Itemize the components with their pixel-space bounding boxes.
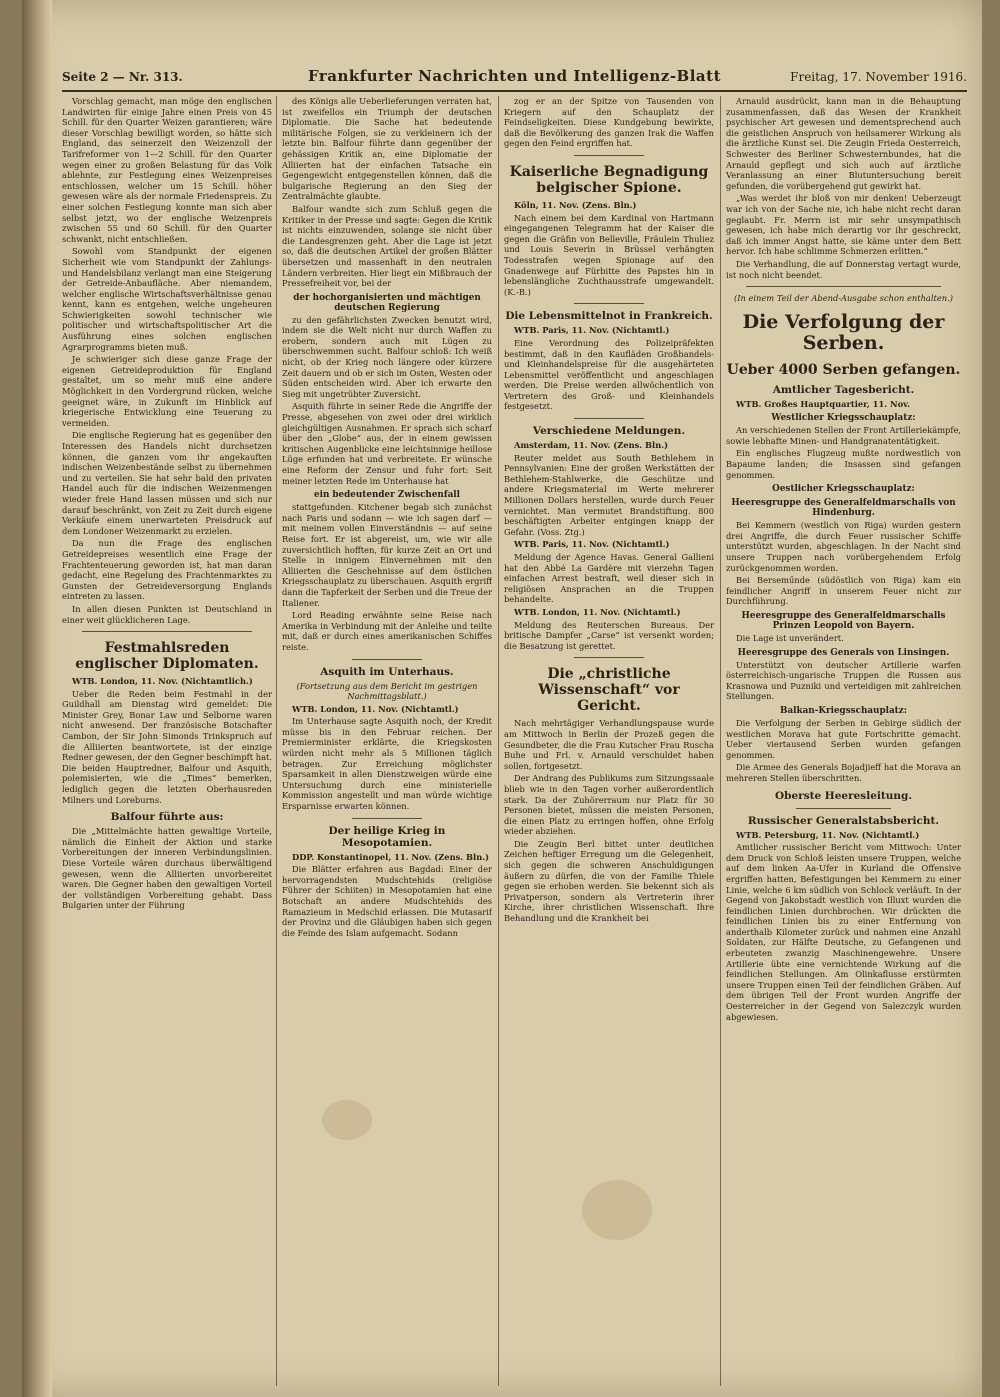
headline-verschiedene: Verschiedene Meldungen.	[532, 425, 686, 438]
subheading-linsingen: Heeresgruppe des Generals von Linsingen.	[737, 647, 950, 658]
paragraph: Da nun die Frage des englischen Getreidepreises wesentlich eine Frage der Frachtenteuerung geworden ist, hat man daran gedacht, eine Regelung des Frachtenmarktes zu Gunsten der Getreideversorgung Englands eintreten zu lassen.	[62, 538, 272, 602]
dateline: WTB. Großes Hauptquartier, 11. Nov.	[736, 398, 910, 409]
column-1	[62, 96, 272, 1386]
paragraph: Meldung der Agence Havas. General Gallieni hat den Abbé La Gardère mit vierzehn Tagen einfachen Arrest bestraft, weil dieser sich in religiösen Ansprachen an die Truppen behandelte.	[504, 552, 714, 605]
column-2	[282, 96, 492, 1386]
paragraph: Arnauld ausdrückt, kann man in die Behauptung zusammenfassen, daß das Wesen der Krankheit psychischer Art gewesen und dementsprechend auch die geistlichen Anspruch von heilsamerer Wirkung als die ärztliche Kunst sei. Die Zeugin Frieda Oesterreich, Schwester des Berliner Schwesternbundes, hat die Arnauld gepflegt und sich auch auf ärztliche Veranlassung an einer Blutuntersuchung bereit gefunden, die vorübergehend gut gewirkt hat.	[726, 96, 961, 191]
paragraph: Die Blätter erfahren aus Bagdad: Einer der hervorragendsten Mudschtehids (religiöse Führer der Schiiten) in Mesopotamien hat eine Botschaft an andere Mudschtehids des Ramazieum in Medschid erlassen. Die Mutasarif der Provinz und die Gläubigen haben sich gegen die Feinde des Islam aufgemacht. Sodann	[282, 864, 492, 938]
dateline: WTB. Petersburg, 11. Nov. (Nichtamtl.)	[736, 829, 920, 840]
headline-begnadigung: Kaiserliche Begnadigung belgischer Spione.	[509, 163, 709, 196]
subheading: der hochorganisierten und mächtigen deutschen Regierung	[293, 292, 481, 313]
paragraph: In allen diesen Punkten ist Deutschland in einer weit glücklicheren Lage.	[62, 603, 272, 625]
masthead	[62, 64, 967, 92]
divider	[574, 657, 644, 658]
paragraph: Balfour wandte sich zum Schluß gegen die Kritiker in der Presse und sagte: Gegen die Kritik ist nichts einzuwenden, solange sie nicht über die Landesgrenzen geht. Aber die Lage ist jetzt so, daß die deutschen Artikel der großen Blätter übersetzen und massenhaft in den neutralen Ländern verbreiten. Hier liegt ein Mißbrauch der Pressefreiheit vor, bei der	[282, 203, 492, 289]
paragraph: Lord Reading erwähnte seine Reise nach Amerika in Verbindung mit der Anleihe und teilte mit, daß er durch eines amerikanischen Schiffes reiste.	[282, 610, 492, 652]
divider	[82, 631, 252, 632]
page-number: Seite 2 — Nr. 313.	[62, 70, 183, 84]
dateline: WTB. London, 11. Nov. (Nichtamtl.)	[292, 703, 459, 714]
paragraph: zog er an der Spitze von Tausenden von Kriegern auf den Schauplatz der Feindseligkeiten. Diese Kundgebung bewirkte, daß die Bevölkerung des ganzen Irak die Waffen gegen den Feind ergriffen hat.	[504, 96, 714, 149]
column-rule	[498, 96, 499, 1386]
paragraph: Eine Verordnung des Polizeipräfekten bestimmt, daß in den Kaufläden Großhandels- und Kleinhandelspreise für die ausgehärteten Lebensmittel veröffentlicht und angeschlagen werden. Die Preise werden allwöchentlich von Vertretern des Groß- und Kleinhandels festgesetzt.	[504, 337, 714, 412]
paragraph: Nach einem bei dem Kardinal von Hartmann eingegangenen Telegramm hat der Kaiser die gegen die Gräfin von Belleville, Fräulein Thuliez und Louis Severin in Brüssel verhängten Todesstrafen wegen Spionage auf den Gnadenwege auf Fürbitte des Papstes hin in lebenslängliche Zuchthausstrafe umgewandelt. (K.-B.)	[504, 212, 714, 297]
paragraph: Die „Mittelmächte hatten gewaltige Vorteile, nämlich die Einheit der Aktion und starke Vorbereitungen der inneren Verbindungslinien. Diese Vorteile wären durchaus überwältigend gewesen, wenn die Alliierten unvorbereitet waren. Die Gegner haben den gewaltigen Vorteil der vollständigen Vorbereitung gehabt. Dass Bulgarien unter der Führung	[62, 826, 272, 911]
paragraph: Amtlicher russischer Bericht vom Mittwoch: Unter dem Druck von Schloß leisten unsere Truppen, welche auf dem linken Aa-Ufer in Kurland die Offensive ergriffen hatten, Befestigungen bei Kemmern zu einer Linie, welche 6 km südlich von Schlock verläuft. In der Gegend von Jakobstadt westlich von Illuxt wurden die feindlichen Linien durchbrochen. Wir drückten die feindlichen Linien bis zu einer Entfernung von anderthalb Kilometer zurück und nahmen eine Anzahl Soldaten, zur Hälfte Deutsche, zu Gefangenen und erbeuteten zwanzig Maschinengewehre. Unsere Artillerie übte eine vernichtende Wirkung auf die feindlichen Stellungen. Am Olinkaflusse erstürmten unsere Truppen einen Teil der feindlichen Gräben. Auf dem übrigen Teil der Front wurden Angriffe der Oesterreicher in der Gegend von Salezczyk wurden abgewiesen.	[726, 842, 961, 1022]
paragraph: Meldung des Reuterschen Bureaus. Der britische Dampfer „Carse“ ist versenkt worden; die Besatzung ist gerettet.	[504, 619, 714, 651]
dateline: WTB. London, 11. Nov. (Nichtamtl.)	[514, 606, 681, 617]
headline-verfolgung-serben: Die Verfolgung der Serben.	[742, 310, 945, 354]
headline-russischer-bericht: Russischer Generalstabsbericht.	[747, 814, 940, 827]
dateline: DDP. Konstantinopel, 11. Nov. (Zens. Bln.)	[292, 851, 490, 862]
column-4	[726, 96, 961, 1386]
column-rule	[276, 96, 277, 1386]
newspaper-page	[22, 0, 982, 1397]
edition-note: (In einem Teil der Abend-Ausgabe schon enthalten.)	[734, 293, 953, 304]
paragraph: Die englische Regierung hat es gegenüber den Interessen des Handels nicht durchsetzen können, die ganzen vom ihr angekauften indischen Weizenbestände selbst zu übernehmen und zu verteilen. Sie hat sehr bald den privaten Handel auch für die indischen Weizenmengen wieder freie Hand lassen müssen und sich nur darauf beschränkt, von Zeit zu Zeit durch eigene Verkäufe einem unerwarteten Preisdruck auf dem Londoner Weizenmarkt zu erzielen.	[62, 430, 272, 536]
paragraph: Unterstützt von deutscher Artillerie warfen österreichisch-ungarische Truppen die Russen aus Krasnowa und Puzniki und verteidigen mit zahlreichen Stellungen.	[726, 659, 961, 702]
divider	[574, 303, 644, 304]
headline-festmahlsreden: Festmahlsreden englischer Diplomaten.	[75, 640, 259, 673]
dateline: Köln, 11. Nov. (Zens. Bln.)	[514, 199, 637, 210]
divider	[796, 808, 891, 809]
paragraph: des Königs alle Ueberlieferungen verraten hat, ist zweifellos ein Triumph der deutschen Diplomatie. Die Sache hat bedeutende militärische Folgen, sie zu verkleinern ich der letzte bin. Balfour führte dann gegenüber der gehässigen Kritik an, eine Diplomatie der Alliierten hat der einfachen Tatsache ein Gegengewicht entgegenstellen können, daß die bulgarische Regierung an den Sieg der Zentralmächte glaubte.	[282, 96, 492, 202]
paragraph: Die Verfolgung der Serben in Gebirge südlich der westlichen Morava hat gute Fortschritte gemacht. Ueber viertausend Serben wurden gefangen genommen.	[726, 717, 961, 760]
paragraph: Bei Kemmern (westlich von Riga) wurden gestern drei Angriffe, die durch Feuer russischer Schiffe unterstützt wurden, abgeschlagen. In der Nacht sind unsere Truppen nach vorübergehendem Erfolg zurückgenommen worden.	[726, 520, 961, 573]
dateline: WTB. London, 11. Nov. (Nichtamtlich.)	[72, 676, 253, 687]
paragraph: Sowohl vom Standpunkt der eigenen Sicherheit wie vom Standpunkt der Zahlungs- und Handelsbilanz verlangt man eine Steigerung der Getreide-Anbaufläche. Aber niemandem, welcher englische Wirtschaftsverhältnisse genau kennt, kann es entgehen, welche ungeheuren Schwierigkeiten sowohl technischer wie politischer und wirtschaftspolitischer Art die Ausführung eines solchen englischen Agrarprogramms bieten muß.	[62, 246, 272, 352]
paragraph: Die Armee des Generals Bojadjieff hat die Morava an mehreren Stellen überschritten.	[726, 762, 961, 783]
headline-lebensmittelnot: Die Lebensmittelnot in Frankreich.	[505, 310, 713, 323]
paragraph: „Was werdet ihr bloß von mir denken! Ueberzeugt war ich von der Sache nie, ich habe nicht recht daran geglaubt. Fr. Merrn ist mir sehr unsympathisch gewesen, ich habe mich derartig vor ihr geschreckt, daß ich immer Angst hatte, sie käme unter dem Bett hervor. Ich habe schlimme Schmerzen erlitten.“	[726, 193, 961, 257]
paragraph: Bei Berseműnde (südöstlich von Riga) kam ein feindlicher Angriff in unserem Feuer nicht zur Durchführung.	[726, 575, 961, 607]
paragraph: Reuter meldet aus South Bethlehem in Pennsylvanien: Eine der großen Werkstätten der Bethlehem-Stahlwerke, die Geschütze und andere Kriegsmaterial im Werte mehrerer Millionen Dollars herstellen, wurde durch Feuer vernichtet. Man vermutet Brandstiftung. 800 beschäftigten Arbeiter entgingen knapp der Gefahr. (Voss. Ztg.)	[504, 452, 714, 537]
divider	[352, 818, 422, 819]
divider	[352, 659, 422, 660]
paragraph: Nach mehrtägiger Verhandlungspause wurde am Mittwoch in Berlin der Prozeß gegen die Gesundbeter, die die Frau Kutscher Frau Ruscha Buhe und Frl. v. Arnauld verschuldet haben sollen, fortgesetzt.	[504, 718, 714, 771]
subheading: ein bedeutender Zwischenfall	[314, 490, 460, 501]
subheading-west: Westlicher Kriegsschauplatz:	[771, 413, 916, 424]
paragraph: stattgefunden. Kitchener begab sich zunächst nach Paris und sodann — wie ich sagen darf — mit meinem vollen Einverständnis — auf seine Reise fort. Er ist abgereist, um, wie wir alle zuversichtlich hofften, für kurze Zeit an Ort und Stelle in innigem Einvernehmen mit den Alliierten die Geschehnisse auf dem östlichen Kriegsschauplatz zu überschauen. Asquith ergriff dann die Tapferkeit der Serben und die Treue der Italiener.	[282, 502, 492, 608]
divider	[574, 418, 644, 419]
divider	[574, 155, 644, 156]
column-3	[504, 96, 714, 1386]
paragraph: Ueber die Reden beim Festmahl in der Guildhall am Dienstag wird gemeldet: Die Minister Grey, Bonar Law und Selborne waren nicht anwesend. Der französische Botschafter Cambon, der Sir John Simonds Trinkspruch auf die Alliierten beantwortete, ist der einzige Redner gewesen, der den Gegner beschimpft hat. Die beiden Hauptredner, Balfour und Asquith, polemisierten, wie die „Times“ bemerken, lediglich gegen die letzten Oberhausreden Milners und Loreburns.	[62, 688, 272, 805]
subheading-balfour: Balfour führte aus:	[110, 811, 224, 824]
paragraph: Ein englisches Flugzeug mußte nordwestlich von Bapaume landen; die Insassen sind gefangen genommen.	[726, 448, 961, 480]
signature-heeresleitung: Oberste Heeresleitung.	[775, 789, 912, 802]
dateline: WTB. Paris, 11. Nov. (Nichtamtl.)	[514, 325, 670, 336]
headline-asquith: Asquith im Unterhaus.	[320, 665, 454, 678]
subheading-ost: Oestlicher Kriegsschauplatz:	[772, 484, 915, 495]
paragraph: Die Lage ist unverändert.	[736, 633, 844, 643]
headline-heiliger-krieg: Der heilige Krieg in Mesopotamien.	[328, 824, 446, 849]
paragraph: zu den gefährlichsten Zwecken benutzt wird, indem sie die Welt nicht nur durch Waffen zu erobern, sondern auch mit Lügen zu überschwemmen sucht. Balfour schloß: Ich weiß nicht, ob der Krieg noch längere oder kürzere Zeit dauern und ob er sich im Osten, Westen oder Süden entscheiden wird. Aber ich erwarte den Sieg mit ungetrübter Zuversicht.	[282, 314, 492, 399]
dateline: Amsterdam, 11. Nov. (Zens. Bln.)	[514, 440, 669, 451]
paragraph: Je schwieriger sich diese ganze Frage der eigenen Getreideproduktion für England gestaltet, um so mehr muß eine andere Möglichkeit in den Vordergrund rücken, welche geeignet wäre, in Zukunft im Hinblick auf kriegerische Entwicklung eine Teuerung zu vermeiden.	[62, 354, 272, 428]
divider	[746, 286, 941, 287]
article-columns	[62, 96, 967, 1386]
page-binding	[22, 0, 52, 1397]
subheading-tagesbericht: Amtlicher Tagesbericht.	[772, 383, 915, 396]
dateline: WTB. Paris, 11. Nov. (Nichtamtl.)	[514, 539, 670, 550]
column-rule	[720, 96, 721, 1386]
subheading-balkan: Balkan-Kriegsschauplatz:	[780, 705, 907, 716]
subheading-leopold: Heeresgruppe des Generalfeldmarschalls Prinzen Leopold von Bayern.	[741, 611, 946, 631]
issue-date: Freitag, 17. November 1916.	[790, 70, 967, 84]
newspaper-title: Frankfurter Nachrichten und Intelligenz-Blatt	[307, 67, 722, 85]
paragraph: Im Unterhause sagte Asquith noch, der Kredit müsse bis in den Februar reichen. Der Premierminister erklärte, die Kriegskosten würden nicht mehr als 5 Millionen täglich betragen. Zur Erreichung möglichster Sparsamkeit in allen Dienstzweigen würde eine Untersuchung durch eine ministerielle Kommission angestellt und man würde wichtige Ersparnisse erwarten können.	[282, 716, 492, 812]
paragraph: Die Zeugin Berl bittet unter deutlichen Zeichen heftiger Erregung um die Gelegenheit, sich gegen die schweren Anschuldigungen äußern zu dürfen, die von der Familie Thiele gegen sie erhoben werden. Sie bekennt sich als Privatperson, sondern als Vertreterin ihrer Kirche, ihrer christlichen Wissenschaft. Ihre Behandlung und die Krankheit bei	[504, 838, 714, 924]
paragraph: Asquith führte in seiner Rede die Angriffe der Presse, abgesehen von zwei oder drei wirklich gleichgültigen Ausnahmen. Er sprach sich scharf über den „Globe“ aus, der in einem gewissen kritischen Augenblicke eine leichtsinnige heillose Lüge erfunden hat und verbreitete. Er wünsche eine Reform der Zensur und fuhr fort: Seit meiner letzten Rede im Unterhause hat	[282, 401, 492, 486]
paragraph: An verschiedenen Stellen der Front Artilleriekämpfe, sowie lebhafte Minen- und Handgranatentätigkeit.	[726, 425, 961, 446]
paragraph: Der Andrang des Publikums zum Sitzungssaale blieb wie in den Tagen vorher außerordentlich stark. Da der Zuhörerraum nur Platz für 30 Personen bietet, müssen die meisten Personen, die einen Platz zu erringen hoffen, ohne Erfolg wieder abziehen.	[504, 773, 714, 837]
subheading-hindenburg: Heeresgruppe des Generalfeldmarschalls von Hindenburg.	[731, 498, 956, 519]
headline-serben-gefangen: Ueber 4000 Serben gefangen.	[726, 361, 961, 378]
paragraph: Vorschlag gemacht, man möge den englischen Landwirten für einige Jahre einen Preis von 45 Schill. für den Quarter Weizen garantieren; wäre dieser Vorschlag bewilligt worden, so hätte sich England, das seinerzeit den Weizenzoll der Tarifreformer von 1—2 Schill. für den Quarter wegen einer zu großen Belastung für das Volk ablehnte, zur Festlegung eines Weizenpreises entschlossen, welcher um 15 Schill. höher gewesen wäre als der normale Friedenspreis. Zu einer solchen Festlegung konnte man sich aber selbst jetzt, wo der englische Weizenpreis zwischen 55 und 60 Schill. für den Quarter schwankt, nicht entschließen.	[62, 96, 272, 244]
headline-christliche-wissenschaft: Die „christliche Wissenschaft“ vor Gericht.	[538, 666, 680, 715]
paragraph: Die Verhandlung, die auf Donnerstag vertagt wurde, ist noch nicht beendet.	[726, 258, 961, 280]
subline: (Fortsetzung aus dem Bericht im gestrigen Nachmittagsblatt.)	[296, 680, 478, 702]
